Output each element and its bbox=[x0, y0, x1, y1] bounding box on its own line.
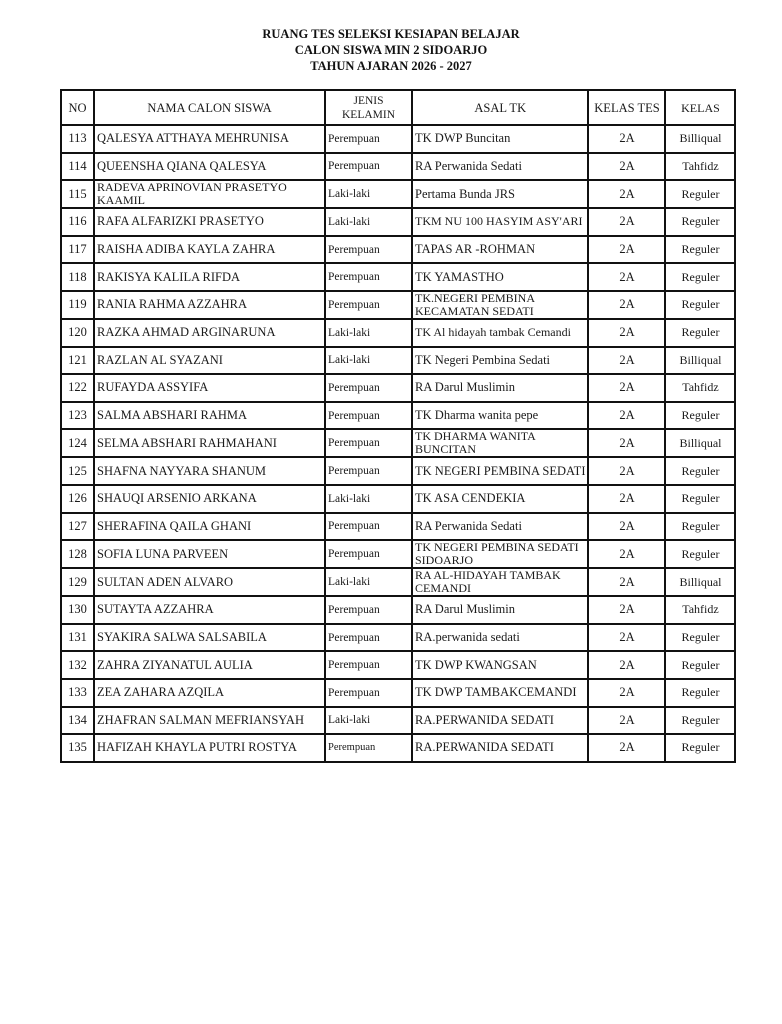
header-nama: NAMA CALON SISWA bbox=[94, 90, 325, 125]
table-row bbox=[61, 651, 735, 679]
cell-kelas: Tahfidz bbox=[665, 153, 735, 181]
cell-asal-tk-text: TK NEGERI PEMBINA SEDATI SIDOARJO bbox=[415, 541, 579, 568]
cell-no: 131 bbox=[61, 624, 94, 652]
cell-no: 124 bbox=[61, 429, 94, 457]
title-line-2: CALON SISWA MIN 2 SIDOARJO bbox=[294, 43, 488, 57]
cell-jenis-kelamin: Laki-laki bbox=[325, 319, 412, 347]
cell-nama: SALMA ABSHARI RAHMA bbox=[94, 402, 325, 430]
cell-kelas: Billiqual bbox=[665, 125, 735, 153]
header-no: NO bbox=[61, 90, 94, 125]
table-row bbox=[61, 125, 735, 153]
cell-kelas: Reguler bbox=[665, 651, 735, 679]
table-row bbox=[61, 208, 735, 236]
table-row bbox=[61, 513, 735, 541]
table-row bbox=[61, 624, 735, 652]
cell-kelas-tes: 2A bbox=[588, 236, 665, 264]
cell-no: 123 bbox=[61, 402, 94, 430]
cell-nama: SOFIA LUNA PARVEEN bbox=[94, 540, 325, 568]
table-row bbox=[61, 540, 735, 568]
cell-nama-text: RADEVA APRINOVIAN PRASETYO KAAMIL bbox=[97, 181, 287, 208]
cell-jenis-kelamin: Perempuan bbox=[325, 153, 412, 181]
cell-jenis-kelamin: Perempuan bbox=[325, 679, 412, 707]
cell-kelas: Reguler bbox=[665, 485, 735, 513]
cell-jenis-kelamin: Laki-laki bbox=[325, 707, 412, 735]
cell-asal-tk: TK DWP Buncitan bbox=[412, 125, 588, 153]
cell-kelas: Reguler bbox=[665, 734, 735, 762]
cell-asal-tk-text: RA AL-HIDAYAH TAMBAK CEMANDI bbox=[415, 569, 561, 596]
cell-nama: SHAFNA NAYYARA SHANUM bbox=[94, 457, 325, 485]
cell-no: 132 bbox=[61, 651, 94, 679]
cell-jenis-kelamin: Laki-laki bbox=[325, 485, 412, 513]
cell-kelas-tes: 2A bbox=[588, 679, 665, 707]
cell-nama: ZHAFRAN SALMAN MEFRIANSYAH bbox=[94, 707, 325, 735]
cell-jenis-kelamin: Perempuan bbox=[325, 429, 412, 457]
table-row bbox=[61, 347, 735, 375]
cell-kelas-tes: 2A bbox=[588, 319, 665, 347]
header-kelas: KELAS bbox=[665, 90, 735, 125]
cell-kelas-tes: 2A bbox=[588, 347, 665, 375]
cell-nama: SELMA ABSHARI RAHMAHANI bbox=[94, 429, 325, 457]
cell-no: 130 bbox=[61, 596, 94, 624]
cell-kelas-tes: 2A bbox=[588, 485, 665, 513]
document-title bbox=[0, 26, 782, 74]
cell-kelas: Reguler bbox=[665, 263, 735, 291]
table-row bbox=[61, 707, 735, 735]
cell-kelas-tes: 2A bbox=[588, 540, 665, 568]
cell-kelas-tes: 2A bbox=[588, 624, 665, 652]
cell-no: 118 bbox=[61, 263, 94, 291]
cell-nama: RAZKA AHMAD ARGINARUNA bbox=[94, 319, 325, 347]
cell-no: 116 bbox=[61, 208, 94, 236]
cell-nama: RANIA RAHMA AZZAHRA bbox=[94, 291, 325, 319]
cell-kelas: Reguler bbox=[665, 513, 735, 541]
cell-no: 125 bbox=[61, 457, 94, 485]
table-row bbox=[61, 291, 735, 319]
student-roster-table bbox=[60, 89, 736, 763]
cell-kelas-tes: 2A bbox=[588, 429, 665, 457]
table-row bbox=[61, 429, 735, 457]
cell-jenis-kelamin: Perempuan bbox=[325, 125, 412, 153]
cell-jenis-kelamin: Laki-laki bbox=[325, 347, 412, 375]
cell-kelas-tes: 2A bbox=[588, 513, 665, 541]
cell-kelas-tes: 2A bbox=[588, 125, 665, 153]
cell-asal-tk: TK Dharma wanita pepe bbox=[412, 402, 588, 430]
cell-jenis-kelamin: Laki-laki bbox=[325, 208, 412, 236]
cell-asal-tk: TK ASA CENDEKIA bbox=[412, 485, 588, 513]
cell-asal-tk: RA.perwanida sedati bbox=[412, 624, 588, 652]
cell-kelas-tes: 2A bbox=[588, 374, 665, 402]
table-row bbox=[61, 485, 735, 513]
cell-kelas-tes: 2A bbox=[588, 707, 665, 735]
cell-asal-tk: RA Perwanida Sedati bbox=[412, 153, 588, 181]
cell-no: 127 bbox=[61, 513, 94, 541]
cell-no: 121 bbox=[61, 347, 94, 375]
cell-no: 134 bbox=[61, 707, 94, 735]
table-row bbox=[61, 319, 735, 347]
cell-kelas: Billiqual bbox=[665, 347, 735, 375]
title-line-3: TAHUN AJARAN 2026 - 2027 bbox=[310, 59, 472, 73]
cell-asal-tk: TK DWP TAMBAKCEMANDI bbox=[412, 679, 588, 707]
cell-kelas: Reguler bbox=[665, 291, 735, 319]
cell-kelas: Reguler bbox=[665, 180, 735, 208]
cell-nama: QALESYA ATTHAYA MEHRUNISA bbox=[94, 125, 325, 153]
cell-jenis-kelamin: Laki-laki bbox=[325, 568, 412, 596]
table-body bbox=[61, 125, 735, 762]
cell-no: 122 bbox=[61, 374, 94, 402]
cell-nama: HAFIZAH KHAYLA PUTRI ROSTYA bbox=[94, 734, 325, 762]
cell-no: 128 bbox=[61, 540, 94, 568]
table-row bbox=[61, 236, 735, 264]
cell-jenis-kelamin: Perempuan bbox=[325, 263, 412, 291]
table-row bbox=[61, 263, 735, 291]
cell-jenis-kelamin: Perempuan bbox=[325, 291, 412, 319]
table-row bbox=[61, 374, 735, 402]
cell-asal-tk-text: TK Al hidayah tambak Cemandi bbox=[415, 326, 571, 340]
title-line-1: RUANG TES SELEKSI KESIAPAN BELAJAR bbox=[262, 27, 520, 41]
table-row bbox=[61, 457, 735, 485]
cell-kelas: Reguler bbox=[665, 457, 735, 485]
table-row bbox=[61, 402, 735, 430]
cell-asal-tk-text: TK DHARMA WANITA BUNCITAN bbox=[415, 430, 536, 457]
cell-asal-tk: RA Darul Muslimin bbox=[412, 596, 588, 624]
cell-no: 117 bbox=[61, 236, 94, 264]
cell-jenis-kelamin: Perempuan bbox=[325, 513, 412, 541]
cell-no: 126 bbox=[61, 485, 94, 513]
cell-kelas: Tahfidz bbox=[665, 374, 735, 402]
cell-no: 113 bbox=[61, 125, 94, 153]
header-jenis-kelamin: JENIS KELAMIN bbox=[325, 90, 412, 125]
cell-asal-tk: TK NEGERI PEMBINA SEDATI bbox=[412, 457, 588, 485]
cell-kelas-tes: 2A bbox=[588, 208, 665, 236]
cell-asal-tk bbox=[412, 208, 588, 236]
cell-asal-tk: TK DWP KWANGSAN bbox=[412, 651, 588, 679]
cell-kelas-tes: 2A bbox=[588, 153, 665, 181]
cell-kelas-tes: 2A bbox=[588, 291, 665, 319]
cell-nama: RAISHA ADIBA KAYLA ZAHRA bbox=[94, 236, 325, 264]
cell-asal-tk: RA Perwanida Sedati bbox=[412, 513, 588, 541]
cell-kelas: Reguler bbox=[665, 624, 735, 652]
table-row bbox=[61, 153, 735, 181]
cell-nama: SULTAN ADEN ALVARO bbox=[94, 568, 325, 596]
cell-kelas-tes: 2A bbox=[588, 402, 665, 430]
cell-jenis-kelamin: Perempuan bbox=[325, 651, 412, 679]
cell-no: 115 bbox=[61, 180, 94, 208]
cell-kelas: Billiqual bbox=[665, 429, 735, 457]
cell-asal-tk bbox=[412, 291, 588, 319]
table-row bbox=[61, 180, 735, 208]
cell-kelas: Reguler bbox=[665, 707, 735, 735]
cell-no: 129 bbox=[61, 568, 94, 596]
cell-nama: SYAKIRA SALWA SALSABILA bbox=[94, 624, 325, 652]
cell-asal-tk: TK Negeri Pembina Sedati bbox=[412, 347, 588, 375]
cell-jenis-kelamin: Perempuan bbox=[325, 734, 412, 762]
cell-kelas: Reguler bbox=[665, 319, 735, 347]
table-row bbox=[61, 734, 735, 762]
cell-jenis-kelamin: Laki-laki bbox=[325, 180, 412, 208]
cell-kelas-tes: 2A bbox=[588, 457, 665, 485]
cell-jenis-kelamin: Perempuan bbox=[325, 624, 412, 652]
cell-nama: SHAUQI ARSENIO ARKANA bbox=[94, 485, 325, 513]
cell-kelas-tes: 2A bbox=[588, 651, 665, 679]
cell-no: 133 bbox=[61, 679, 94, 707]
cell-kelas-tes: 2A bbox=[588, 263, 665, 291]
cell-nama: SUTAYTA AZZAHRA bbox=[94, 596, 325, 624]
table-row bbox=[61, 596, 735, 624]
cell-kelas: Reguler bbox=[665, 236, 735, 264]
cell-jenis-kelamin: Perempuan bbox=[325, 402, 412, 430]
cell-kelas: Reguler bbox=[665, 679, 735, 707]
cell-nama: RAFA ALFARIZKI PRASETYO bbox=[94, 208, 325, 236]
cell-kelas: Tahfidz bbox=[665, 596, 735, 624]
cell-jenis-kelamin: Perempuan bbox=[325, 374, 412, 402]
cell-nama: ZEA ZAHARA AZQILA bbox=[94, 679, 325, 707]
cell-nama: SHERAFINA QAILA GHANI bbox=[94, 513, 325, 541]
cell-nama: RAZLAN AL SYAZANI bbox=[94, 347, 325, 375]
cell-asal-tk: RA Darul Muslimin bbox=[412, 374, 588, 402]
cell-asal-tk: RA.PERWANIDA SEDATI bbox=[412, 734, 588, 762]
cell-jenis-kelamin: Perempuan bbox=[325, 457, 412, 485]
cell-jenis-kelamin: Perempuan bbox=[325, 596, 412, 624]
cell-asal-tk: Pertama Bunda JRS bbox=[412, 180, 588, 208]
cell-asal-tk bbox=[412, 540, 588, 568]
cell-kelas-tes: 2A bbox=[588, 180, 665, 208]
cell-asal-tk: TK YAMASTHO bbox=[412, 263, 588, 291]
header-asal-tk: ASAL TK bbox=[412, 90, 588, 125]
cell-kelas-tes: 2A bbox=[588, 568, 665, 596]
table-row bbox=[61, 568, 735, 596]
cell-asal-tk bbox=[412, 568, 588, 596]
table-header-row bbox=[61, 90, 735, 125]
cell-kelas-tes: 2A bbox=[588, 596, 665, 624]
cell-kelas: Billiqual bbox=[665, 568, 735, 596]
cell-kelas-tes: 2A bbox=[588, 734, 665, 762]
cell-nama bbox=[94, 180, 325, 208]
cell-nama: RAKISYA KALILA RIFDA bbox=[94, 263, 325, 291]
cell-no: 119 bbox=[61, 291, 94, 319]
cell-asal-tk: TAPAS AR -ROHMAN bbox=[412, 236, 588, 264]
cell-kelas: Reguler bbox=[665, 402, 735, 430]
header-kelas-tes: KELAS TES bbox=[588, 90, 665, 125]
cell-kelas: Reguler bbox=[665, 208, 735, 236]
cell-jenis-kelamin: Perempuan bbox=[325, 540, 412, 568]
cell-no: 120 bbox=[61, 319, 94, 347]
cell-nama: QUEENSHA QIANA QALESYA bbox=[94, 153, 325, 181]
cell-asal-tk: RA.PERWANIDA SEDATI bbox=[412, 707, 588, 735]
cell-asal-tk bbox=[412, 319, 588, 347]
table-row bbox=[61, 679, 735, 707]
cell-kelas: Reguler bbox=[665, 540, 735, 568]
cell-nama: ZAHRA ZIYANATUL AULIA bbox=[94, 651, 325, 679]
cell-jenis-kelamin: Perempuan bbox=[325, 236, 412, 264]
cell-no: 135 bbox=[61, 734, 94, 762]
cell-asal-tk-text: TKM NU 100 HASYIM ASY'ARI bbox=[415, 215, 583, 229]
cell-nama: RUFAYDA ASSYIFA bbox=[94, 374, 325, 402]
cell-asal-tk-text: TK.NEGERI PEMBINA KECAMATAN SEDATI bbox=[415, 291, 535, 318]
cell-no: 114 bbox=[61, 153, 94, 181]
cell-asal-tk bbox=[412, 429, 588, 457]
